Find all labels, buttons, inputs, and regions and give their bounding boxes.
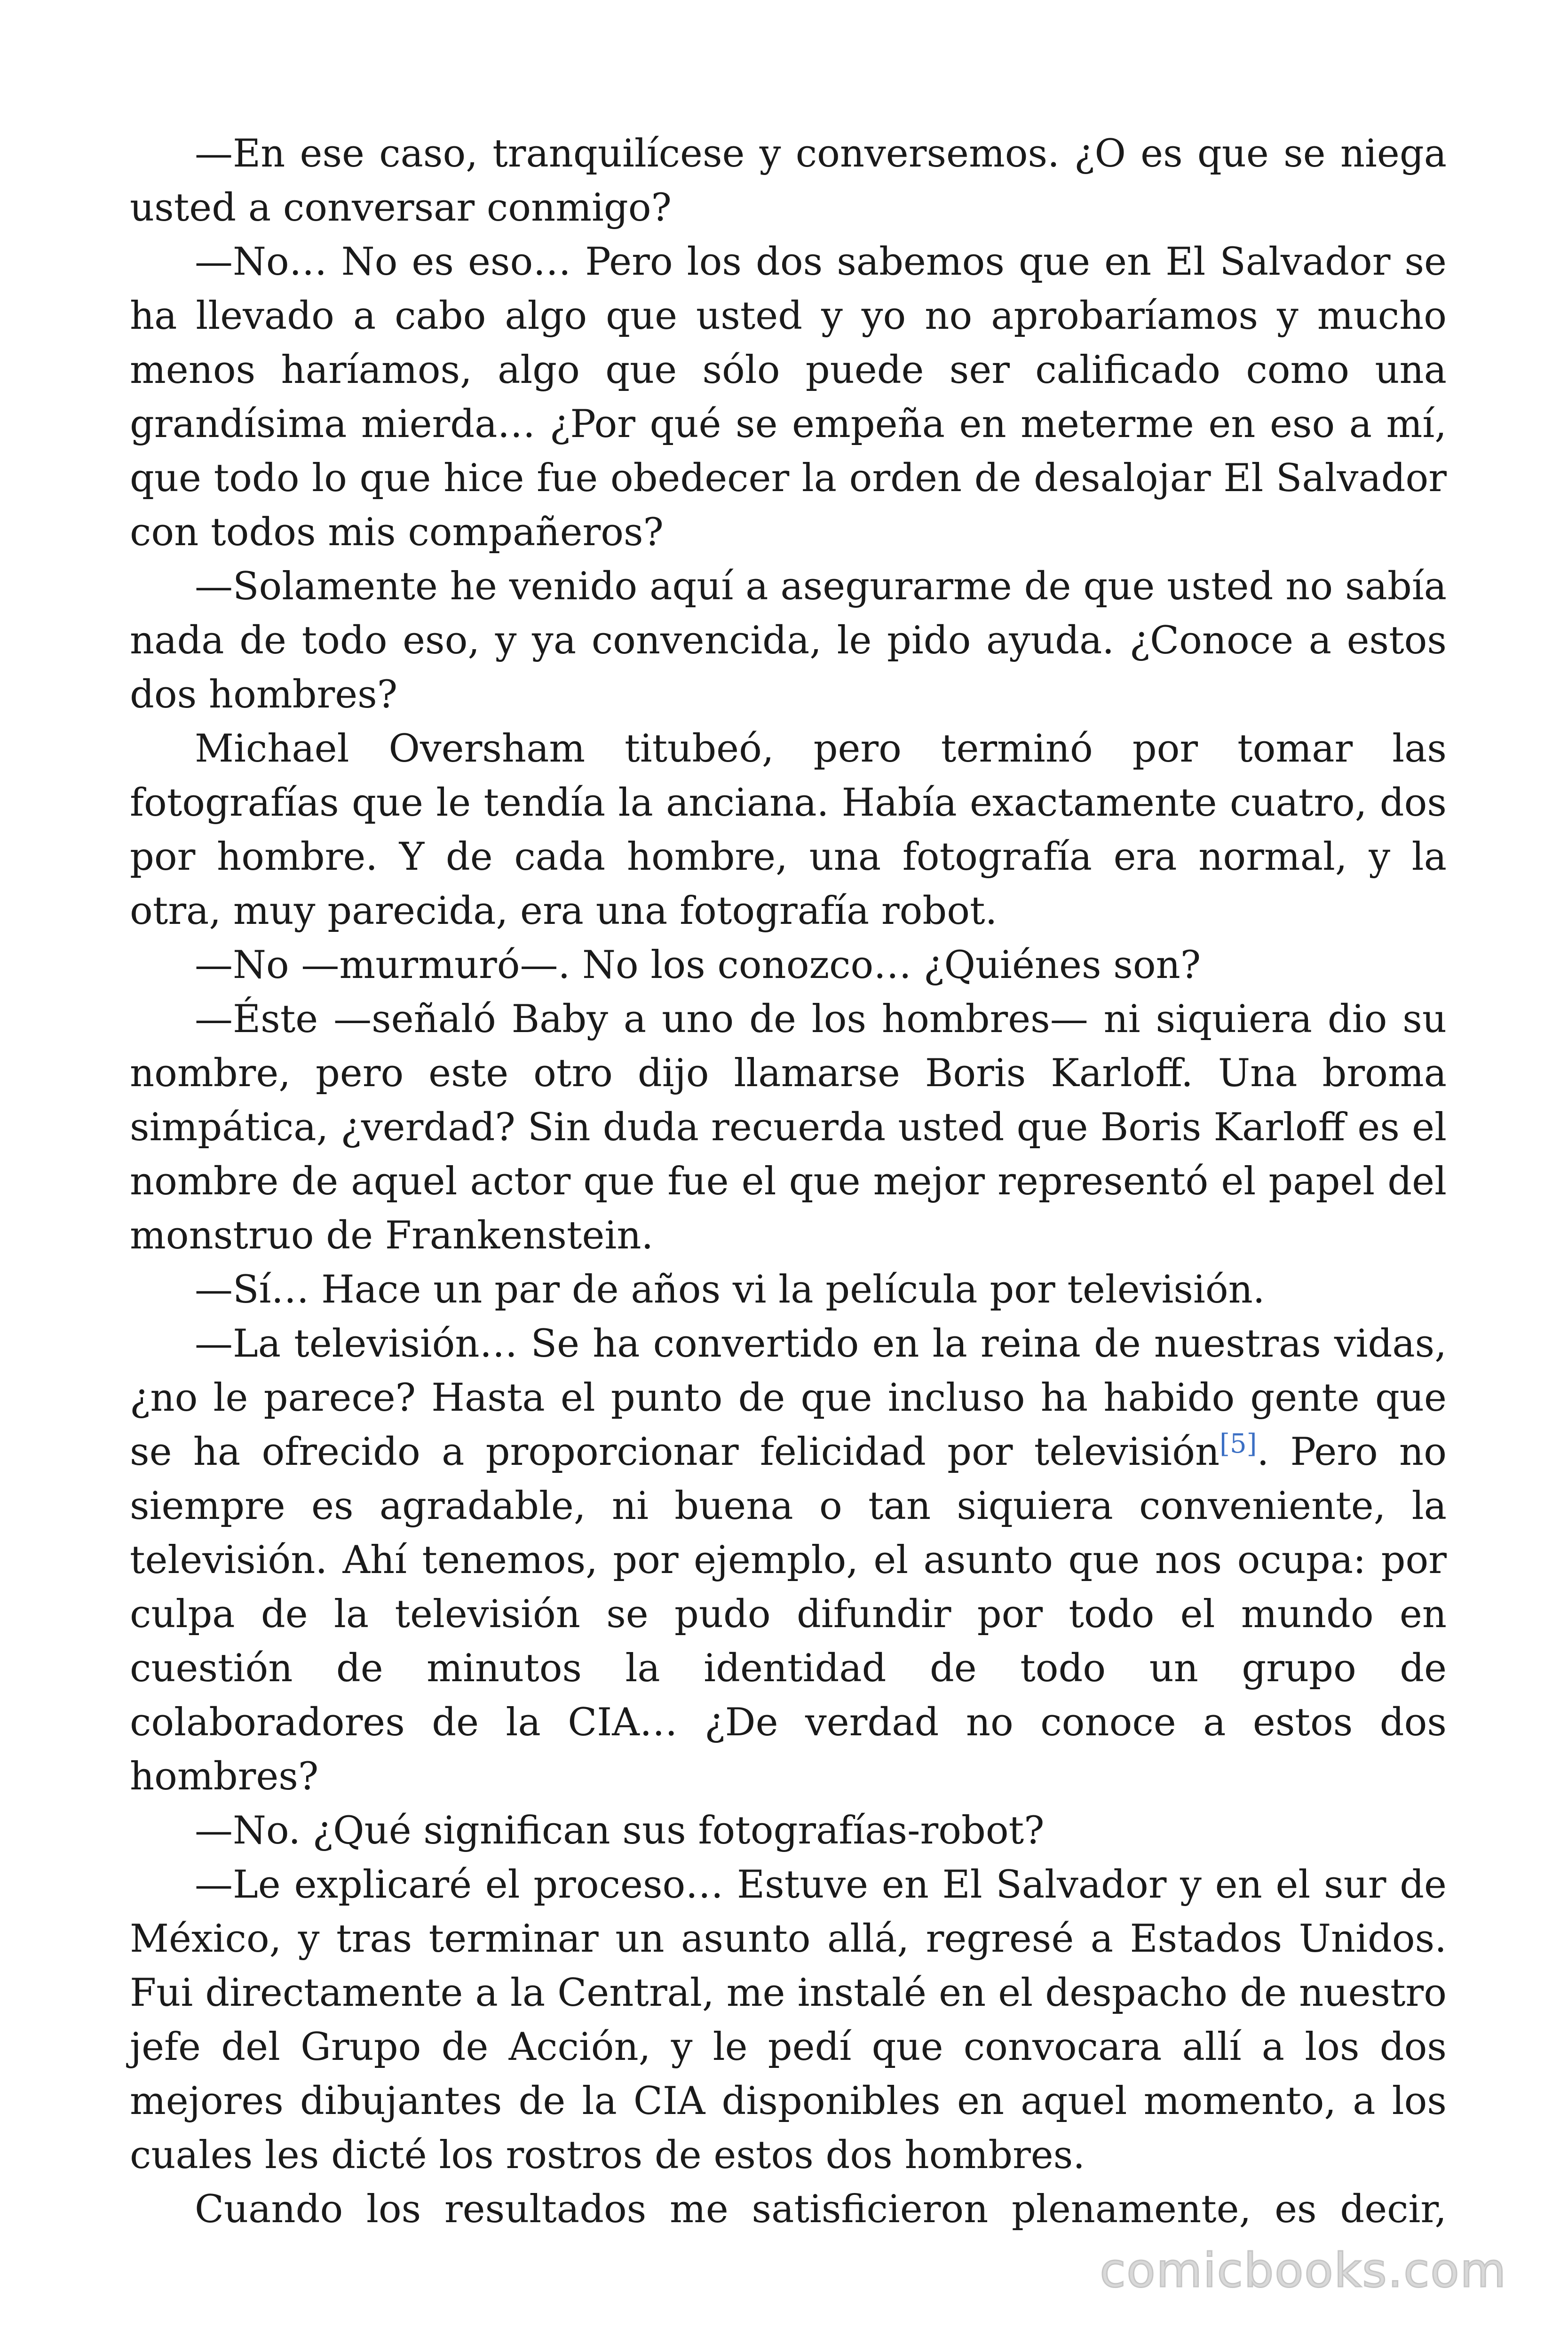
paragraph-5: —No —murmuró—. No los conozco… ¿Quiénes son? [195,943,1201,987]
paragraph-television-text-after: . Pero no siempre es agradable, ni buena o tan siquiera conveniente, la televisión. Ahí tenemos, por ejemplo, el asunto que nos ocupa: por culpa de la televisión se pudo difundir por todo el mundo en cuestión de minutos la identidad de todo un grupo de colaboradores de la CIA… ¿De verdad no conoce a estos dos hombres? [130,1430,1447,1799]
paragraph-television-text-before: —La televisión… Se ha convertido en la reina de nuestras vidas, ¿no le parece? Hasta el punto de que incluso ha habido gente que se ha ofrecido a proporcionar felicidad por televisión [130,1322,1447,1474]
paragraph-4: Michael Oversham titubeó, pero terminó por tomar las fotografías que le tendía la anciana. Había exactamente cuatro, dos por hombre. Y de cada hombre, una fotografía era normal, y la otra, muy parecida, era una fotografía robot. [130,727,1447,933]
page-body [130,127,1447,2237]
paragraph-7: —Sí… Hace un par de años vi la película por televisión. [195,1268,1265,1312]
paragraph-television [130,1317,1447,1804]
paragraph-9: —No. ¿Qué significan sus fotografías-robot? [195,1809,1045,1853]
paragraph-11: Cuando los resultados me satisficieron plenamente, es decir, [195,2187,1447,2232]
paragraph-6: —Éste —señaló Baby a uno de los hombres— ni siquiera dio su nombre, pero este otro dijo llamarse Boris Karloff. Una broma simpática, ¿verdad? Sin duda recuerda usted que Boris Karloff es el nombre de aquel actor que fue el que mejor representó el papel del monstruo de Frankenstein. [130,997,1447,1258]
paragraph-3: —Solamente he venido aquí a asegurarme de que usted no sabía nada de todo eso, y ya convencida, le pido ayuda. ¿Conoce a estos dos hombres? [130,564,1447,717]
paragraph-10: —Le explicaré el proceso… Estuve en El Salvador y en el sur de México, y tras terminar un asunto allá, regresé a Estados Unidos. Fui directamente a la Central, me instalé en el despacho de nuestro jefe del Grupo de Acción, y le pedí que convocara allí a los dos mejores dibujantes de la CIA disponibles en aquel momento, a los cuales les dicté los rostros de estos dos hombres. [130,1863,1447,2177]
footnote-link[interactable]: [5] [1220,1429,1257,1459]
paragraph-2: —No… No es eso… Pero los dos sabemos que en El Salvador se ha llevado a cabo algo que usted y yo no aprobaríamos y mucho menos haríamos, algo que sólo puede ser calificado como una grandísima mierda… ¿Por qué se empeña en meterme en eso a mí, que todo lo que hice fue obedecer la orden de desalojar El Salvador con todos mis compañeros? [130,240,1447,555]
paragraph-1: —En ese caso, tranquilícese y conversemos. ¿O es que se niega usted a conversar conmigo? [130,132,1447,230]
watermark-text: comicbooks.com [1100,2243,1507,2298]
